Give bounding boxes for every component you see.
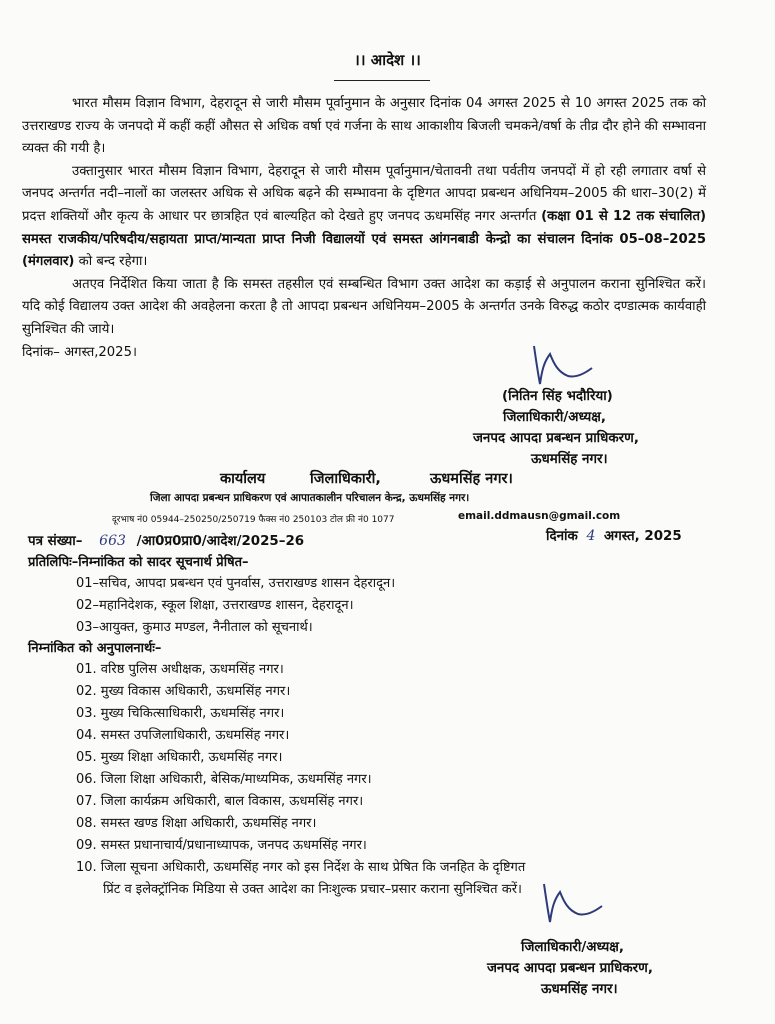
- office-karyalay: कार्यालय: [220, 471, 266, 487]
- copy-item: 02–महानिदेशक, स्कूल शिक्षा, उत्तराखण्ड शासन, देहरादून।: [76, 598, 354, 613]
- title-underline: [334, 80, 430, 81]
- signatory-place: ऊधमसिंह नगर।: [541, 982, 618, 997]
- officer-place: ऊधमसिंह नगर।: [531, 452, 608, 467]
- officer-designation: जिलाधिकारी/अध्यक्ष,: [503, 410, 606, 425]
- signatory-designation: जिलाधिकारी/अध्यक्ष,: [521, 940, 624, 955]
- copy-item: 03–आयुक्त, कुमाउ मण्डल, नैनीताल को सूचनार्थ।: [76, 620, 313, 635]
- compliance-item: 09. समस्त प्रधानाचार्य/प्रधानाध्यापक, जनपद ऊधमसिंह नगर।: [76, 838, 367, 853]
- compliance-item: 06. जिला शिक्षा अधिकारी, बेसिक/माध्यमिक, ऊधमसिंह नगर।: [76, 772, 372, 787]
- reference-date: [546, 526, 682, 544]
- officer-name: (नितिन सिंह भदौरिया): [502, 389, 613, 404]
- compliance-item: 03. मुख्य चिकित्साधिकारी, ऊधमसिंह नगर।: [76, 706, 285, 721]
- office-jiladhikari: जिलाधिकारी,: [310, 471, 381, 487]
- reference-date-label: दिनांक: [546, 529, 578, 544]
- officer-authority: जनपद आपदा प्रबन्धन प्राधिकरण,: [473, 431, 639, 446]
- signature-mark: [528, 340, 598, 390]
- compliance-item-10-line2: प्रिंट व इलेक्ट्रॉनिक मिडिया से उक्त आदेश का निःशुल्क प्रचार–प्रसार कराना सुनिश्चित करें।: [103, 882, 522, 897]
- reference-suffix: /आ0प्र0प्रा0/आदेश/2025–26: [136, 534, 305, 549]
- reference-label: पत्र संख्या–: [28, 534, 83, 549]
- office-subtitle: जिला आपदा प्रबन्धन प्राधिकरण एवं आपातकालीन परिचालन केन्द्र, ऊधमसिंह नगर।: [150, 492, 470, 504]
- reference-date-handwritten: 4: [586, 528, 596, 544]
- office-place: ऊधमसिंह नगर।: [430, 471, 513, 487]
- paragraph-directive: अतएव निर्देशित किया जाता है कि समस्त तहसील एवं सम्बन्धित विभाग उक्त आदेश का कड़ाई से अनुपालन कराना सुनिश्चित करें। यदि कोई विद्यालय उक्त आदेश की अवहेलना करता है तो आपदा प्रबन्धन अधिनियम–2005 के अन्तर्गत उनके विरुद्ध कठोर दण्डात्मक कार्यवाही सुनिश्चित की जाये।: [22, 276, 706, 337]
- signatory-authority: जनपद आपदा प्रबन्धन प्राधिकरण,: [487, 961, 653, 976]
- paragraph-order-end: को बन्द रहेगा।: [74, 254, 148, 270]
- office-email: email.ddmausn@gmail.com: [458, 510, 621, 522]
- reference-date-suffix: अगस्त, 2025: [604, 529, 682, 544]
- paragraph-order: [22, 161, 706, 274]
- reference-number: [28, 531, 304, 549]
- copy-item: 01–सचिव, आपदा प्रबन्धन एवं पुनर्वास, उत्तराखण्ड शासन देहरादून।: [76, 576, 396, 591]
- closure-details: (कक्षा 01 से 12 तक संचालित) समस्त राजकीय/परिषदीय/सहायता प्राप्त/मान्यता प्राप्त निजी विद्यालयों एवं समस्त आंगनबाडी केन्द्रो का संचालन दिनांक 05–08–2025 (मंगलवार): [22, 208, 706, 270]
- order-title: ।। आदेश ।।: [354, 51, 421, 69]
- compliance-item: 01. वरिष्ठ पुलिस अधीक्षक, ऊधमसिंह नगर।: [76, 662, 284, 677]
- copy-heading: प्रतिलिपिः–निम्नांकित को सादर सूचनार्थ प्रेषित–: [28, 555, 249, 570]
- order-body: [22, 93, 706, 364]
- signature-mark: [538, 880, 608, 930]
- compliance-item: 05. मुख्य शिक्षा अधिकारी, ऊधमसिंह नगर।: [76, 750, 283, 765]
- reference-handwritten-number: 663: [99, 533, 126, 549]
- office-contact: दूरभाष नं0 05944–250250/250719 फैक्स नं0 250103 टोल फ्री नं0 1077: [112, 515, 395, 525]
- compliance-heading: निम्नांकित को अनुपालनार्थः–: [28, 641, 162, 656]
- compliance-item: 02. मुख्य विकास अधिकारी, ऊधमसिंह नगर।: [76, 684, 291, 699]
- compliance-item-10-line1: 10. जिला सूचना अधिकारी, ऊधमसिंह नगर को इस निर्देश के साथ प्रेषित कि जनहित के दृष्टिगत: [76, 860, 526, 875]
- paragraph-forecast: भारत मौसम विज्ञान विभाग, देहरादून से जारी मौसम पूर्वानुमान के अनुसार दिनांक 04 अगस्त 2025 से 10 अगस्त 2025 तक को उत्तराखण्ड राज्य के जनपदो में कहीं कहीं औसत से अधिक वर्षा एवं गर्जना के साथ आकाशीय बिजली चमकने/वर्षा के तीव्र दौर होने की सम्भावना व्यक्त की गयी है।: [22, 96, 706, 157]
- compliance-item: 04. समस्त उपजिलाधिकारी, ऊधमसिंह नगर।: [76, 728, 290, 743]
- compliance-item: 07. जिला कार्यक्रम अधिकारी, बाल विकास, ऊधमसिंह नगर।: [76, 794, 364, 809]
- order-date: दिनांक– अगस्त,2025।: [22, 344, 137, 360]
- paragraph-order-main: उक्तानुसार भारत मौसम विज्ञान विभाग, देहरादून से जारी मौसम पूर्वानुमान/चेतावनी तथा पर्वतीय जनपदों में हो रही लगातार वर्षा से जनपद अन्तर्गत नदी–नालों का जलस्तर अधिक से अधिक बढ़ने की सम्भावना के दृष्टिगत आपदा प्रबन्धन अधिनियम–2005 की धारा–30(2) में प्रदत्त शक्तियों और कृत्य के आधार पर छात्रहित एवं बाल्यहित को देखते हुए जनपद ऊधमसिंह नगर अन्तर्गत: [22, 163, 706, 224]
- compliance-item: 08. समस्त खण्ड शिक्षा अधिकारी, ऊधमसिंह नगर।: [76, 816, 317, 831]
